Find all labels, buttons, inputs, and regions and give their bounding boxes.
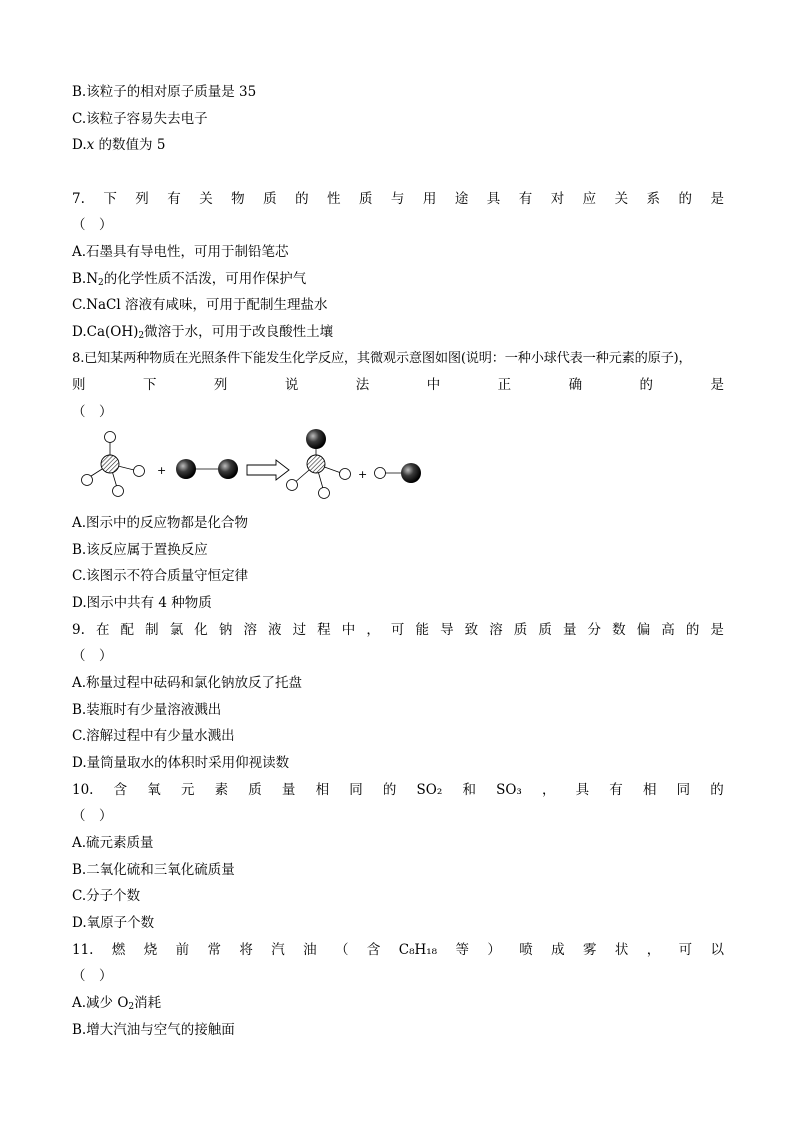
stem-char: 11. bbox=[72, 942, 94, 958]
stem-char: 制 bbox=[145, 622, 159, 638]
q9-answer-paren: （ ） bbox=[72, 648, 113, 664]
stem-char: 下 bbox=[103, 191, 117, 207]
stem-char: 雾 bbox=[582, 942, 597, 958]
stem-char: ， bbox=[541, 782, 556, 798]
stem-char: 液 bbox=[268, 622, 282, 638]
q7-option-a: A.石墨具有导电性，可用于制铅笔芯 bbox=[72, 244, 289, 260]
stem-char: 燃 bbox=[111, 942, 126, 958]
stem-char: 状 bbox=[614, 942, 629, 958]
stem-char: 确 bbox=[568, 377, 583, 393]
stem-char: ， bbox=[366, 622, 380, 638]
q8-option-d: D.图示中共有 4 种物质 bbox=[72, 595, 212, 611]
stem-char: 质 bbox=[248, 782, 262, 798]
stem-char: 汽 bbox=[271, 942, 285, 958]
q8-stem-line2 bbox=[72, 376, 724, 394]
stem-char: 系 bbox=[646, 191, 661, 207]
stem-char: 同 bbox=[676, 782, 691, 798]
q7-answer-paren: （ ） bbox=[72, 217, 113, 233]
q11-option-a: A.减少 $O_2$消耗 bbox=[72, 995, 162, 1012]
stem-char: 氧 bbox=[147, 782, 161, 798]
q10-option-a: A.硫元素质量 bbox=[72, 835, 154, 851]
stem-char: 在 bbox=[95, 622, 110, 638]
q9-option-b: B.装瓶时有少量溶液溅出 bbox=[72, 702, 222, 718]
stem-char: ， bbox=[646, 942, 661, 958]
stem-char: 等 bbox=[455, 942, 469, 958]
stem-char: 成 bbox=[551, 942, 565, 958]
q10-option-b: B.二氧化硫和三氧化硫质量 bbox=[72, 862, 235, 878]
stem-char: 化 bbox=[194, 622, 208, 638]
product-molecule-1 bbox=[287, 429, 351, 499]
stem-char: 法 bbox=[355, 377, 370, 393]
stem-char: 的 bbox=[639, 377, 653, 393]
q9-option-d: D.量筒量取水的体积时采用仰视读数 bbox=[72, 755, 290, 771]
stem-char: 是 bbox=[710, 191, 724, 207]
stem-char: 能 bbox=[415, 622, 429, 638]
q7-option-d: $D.Ca(OH)_2$微溶于水，可用于改良酸性土壤 bbox=[72, 324, 334, 341]
q11-answer-paren: （ ） bbox=[72, 968, 113, 984]
q10-option-c: C.分子个数 bbox=[72, 888, 141, 904]
stem-char: 配 bbox=[120, 622, 135, 638]
stem-char: 具 bbox=[575, 782, 590, 798]
stem-char: 7. bbox=[72, 191, 85, 207]
stem-char: 有 bbox=[167, 191, 181, 207]
stem-char: 过 bbox=[292, 622, 307, 638]
stem-char: 钠 bbox=[218, 622, 233, 638]
stem-char: 相 bbox=[642, 782, 657, 798]
stem-char: 氯 bbox=[169, 622, 184, 638]
stem-char: 的 bbox=[678, 191, 692, 207]
q7-option-c: C.NaCl 溶液有咸味，可用于配制生理盐水 bbox=[72, 297, 328, 313]
q11-option-b: B.增大汽油与空气的接触面 bbox=[72, 1022, 235, 1038]
q10-option-d: D.氧原子个数 bbox=[72, 915, 155, 931]
reaction-arrow bbox=[247, 460, 289, 480]
stem-char: 溶 bbox=[489, 622, 503, 638]
stem-char: 常 bbox=[207, 942, 221, 958]
stem-char: 途 bbox=[454, 191, 469, 207]
stem-char: ） bbox=[487, 942, 501, 958]
stem-char: 数 bbox=[612, 622, 626, 638]
q8-option-b: B.该反应属于置换反应 bbox=[72, 542, 208, 558]
stem-char: 量 bbox=[281, 782, 296, 798]
plus-sign-2: + bbox=[358, 468, 368, 481]
stem-char: 偏 bbox=[636, 622, 651, 638]
stem-char: 与 bbox=[390, 191, 405, 207]
stem-char: 则 bbox=[72, 377, 86, 393]
stem-char: 质 bbox=[513, 622, 528, 638]
stem-char: 喷 bbox=[519, 942, 533, 958]
reaction-diagram bbox=[72, 424, 432, 510]
stem-char: 的 bbox=[685, 622, 700, 638]
stem-char: 质 bbox=[263, 191, 277, 207]
stem-char: 是 bbox=[710, 622, 724, 638]
stem-char: 高 bbox=[661, 622, 675, 638]
plus-sign-1: + bbox=[157, 464, 167, 477]
stem-char: 素 bbox=[214, 782, 229, 798]
reactant-molecule-2 bbox=[176, 459, 238, 479]
stem-char: 和 bbox=[462, 782, 476, 798]
stem-char: 油 bbox=[303, 942, 317, 958]
stem-char: 中 bbox=[426, 377, 441, 393]
stem-char: SO₂ bbox=[416, 782, 443, 798]
stem-char: 质 bbox=[358, 191, 373, 207]
stem-char: 有 bbox=[518, 191, 533, 207]
stem-char: 关 bbox=[199, 191, 213, 207]
q9-option-c: C.溶解过程中有少量水溅出 bbox=[72, 728, 235, 744]
stem-char: 质 bbox=[538, 622, 552, 638]
q8-option-a: A.图示中的反应物都是化合物 bbox=[72, 515, 249, 531]
stem-char: 可 bbox=[678, 942, 693, 958]
stem-char: 有 bbox=[609, 782, 623, 798]
stem-char: 同 bbox=[349, 782, 363, 798]
stem-char: 的 bbox=[295, 191, 309, 207]
stem-char: 列 bbox=[135, 191, 149, 207]
stem-char: 烧 bbox=[143, 942, 158, 958]
stem-char: 列 bbox=[213, 377, 228, 393]
stem-char: 是 bbox=[710, 377, 724, 393]
stem-char: 含 bbox=[366, 942, 381, 958]
stem-char: 将 bbox=[239, 942, 253, 958]
stem-char: 关 bbox=[614, 191, 629, 207]
stem-char: 导 bbox=[440, 622, 454, 638]
stem-char: （ bbox=[334, 942, 349, 958]
stem-char: 相 bbox=[315, 782, 330, 798]
q6-option-b: B.该粒子的相对原子质量是 35 bbox=[72, 84, 257, 100]
q9-option-a: A.称量过程中砝码和氯化钠放反了托盘 bbox=[72, 675, 303, 691]
stem-char: 以 bbox=[710, 942, 724, 958]
q7-option-b: $B.N_2$的化学性质不活泼，可用作保护气 bbox=[72, 271, 307, 288]
stem-char: SO₃ bbox=[496, 782, 522, 798]
stem-char: 分 bbox=[587, 622, 602, 638]
q8-answer-paren: （ ） bbox=[72, 404, 113, 420]
reactant-molecule-1 bbox=[82, 432, 145, 497]
q11-stem bbox=[72, 941, 724, 959]
stem-char: 程 bbox=[317, 622, 331, 638]
q10-stem bbox=[72, 781, 724, 799]
q8-option-c: C.该图示不符合质量守恒定律 bbox=[72, 568, 249, 584]
stem-char: C₈H₁₈ bbox=[398, 942, 438, 958]
stem-char: 用 bbox=[422, 191, 437, 207]
stem-char: 对 bbox=[550, 191, 565, 207]
q6-option-d: D.x 的数值为 5 bbox=[72, 137, 166, 153]
stem-char: 可 bbox=[390, 622, 405, 638]
q7-stem bbox=[72, 190, 724, 208]
stem-char: 的 bbox=[382, 782, 397, 798]
stem-char: 9. bbox=[72, 622, 85, 638]
stem-char: 元 bbox=[180, 782, 195, 798]
q8-stem-line1: 8.已知某两种物质在光照条件下能发生化学反应，其微观示意图如图(说明：一种小球代表一种元素的原子)， bbox=[72, 351, 692, 366]
stem-char: 10. bbox=[72, 782, 94, 798]
stem-char: 应 bbox=[582, 191, 597, 207]
product-molecule-2 bbox=[375, 463, 422, 483]
stem-char: 说 bbox=[284, 377, 299, 393]
stem-char: 正 bbox=[497, 377, 512, 393]
stem-char: 下 bbox=[142, 377, 157, 393]
stem-char: 致 bbox=[464, 622, 479, 638]
stem-char: 物 bbox=[231, 191, 245, 207]
stem-char: 的 bbox=[710, 782, 724, 798]
stem-char: 含 bbox=[113, 782, 128, 798]
stem-char: 溶 bbox=[243, 622, 257, 638]
stem-char: 性 bbox=[327, 191, 341, 207]
q9-stem bbox=[72, 621, 724, 639]
q10-answer-paren: （ ） bbox=[72, 808, 113, 824]
q6-option-c: C.该粒子容易失去电子 bbox=[72, 111, 208, 127]
stem-char: 具 bbox=[486, 191, 501, 207]
stem-char: 前 bbox=[175, 942, 190, 958]
stem-char: 中 bbox=[341, 622, 356, 638]
stem-char: 量 bbox=[562, 622, 577, 638]
